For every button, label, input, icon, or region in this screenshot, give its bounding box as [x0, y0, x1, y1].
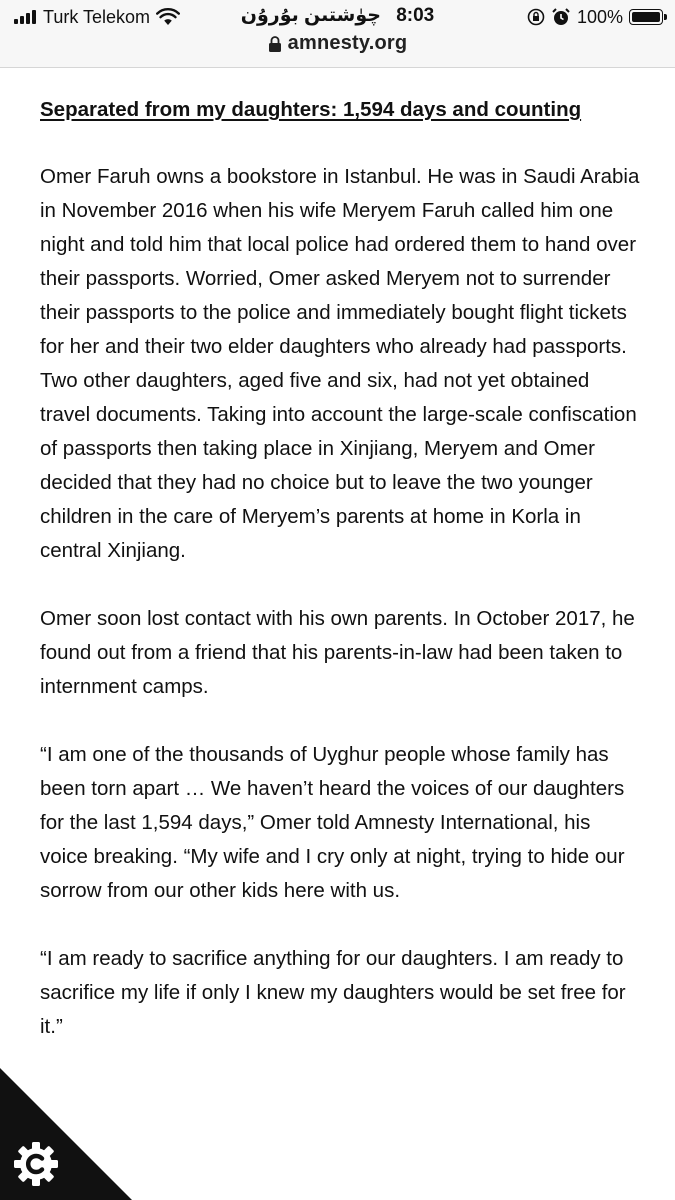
browser-top-bar	[0, 0, 675, 68]
article-body	[40, 93, 640, 1078]
address-bar[interactable]	[0, 32, 675, 55]
rtl-time-label: چۈشتىن بۇرۇن	[240, 5, 381, 26]
article-paragraph-2: Omer soon lost contact with his own parents. In October 2017, he found out from a friend that his parents-in-law had been taken to internment camps.	[40, 607, 635, 698]
alarm-clock-icon	[551, 7, 571, 27]
battery-percent: 100%	[576, 6, 623, 27]
carrier-name: Turk Telekom	[43, 6, 151, 27]
orientation-lock-icon	[527, 8, 545, 26]
url-text: amnesty.org	[287, 32, 408, 54]
status-bar-right	[527, 6, 663, 28]
battery-icon	[629, 9, 663, 25]
corner-badge[interactable]	[0, 1068, 132, 1200]
lock-icon	[268, 35, 282, 53]
article-paragraph-1: Omer Faruh owns a bookstore in Istanbul. He was in Saudi Arabia in November 2016 when his wife Meryem Faruh called him one night and told him that local police had ordered them to hand over their passports. Worried, Omer asked Meryem not to surrender their passports to the police and immediately bought flight tickets for her and their two elder daughters who already had passports. Two other daughters, aged five and six, had not yet obtained travel documents. Taking into account the large-scale confiscation of passports then taking place in Xinjiang, Meryem and Omer decided that they had no choice but to leave the two younger children in the care of Meryem’s parents at home in Korla in central Xinjiang.	[40, 165, 640, 562]
status-time: 8:03	[396, 5, 435, 26]
article-paragraph-4: “I am ready to sacrifice anything for our daughters. I am ready to sacrifice my life if only I knew my daughters would be set free for it.”	[40, 947, 626, 1038]
article-heading: Separated from my daughters: 1,594 days and counting	[40, 98, 582, 121]
gear-c-badge-icon	[12, 1140, 60, 1188]
article-paragraph-3: “I am one of the thousands of Uyghur people whose family has been torn apart … We haven’t heard the voices of our daughters for the last 1,594 days,” Omer told Amnesty International, his voice breaking. “My wife and I cry only at night, trying to hide our sorrow from our other kids here with us.	[40, 743, 625, 902]
